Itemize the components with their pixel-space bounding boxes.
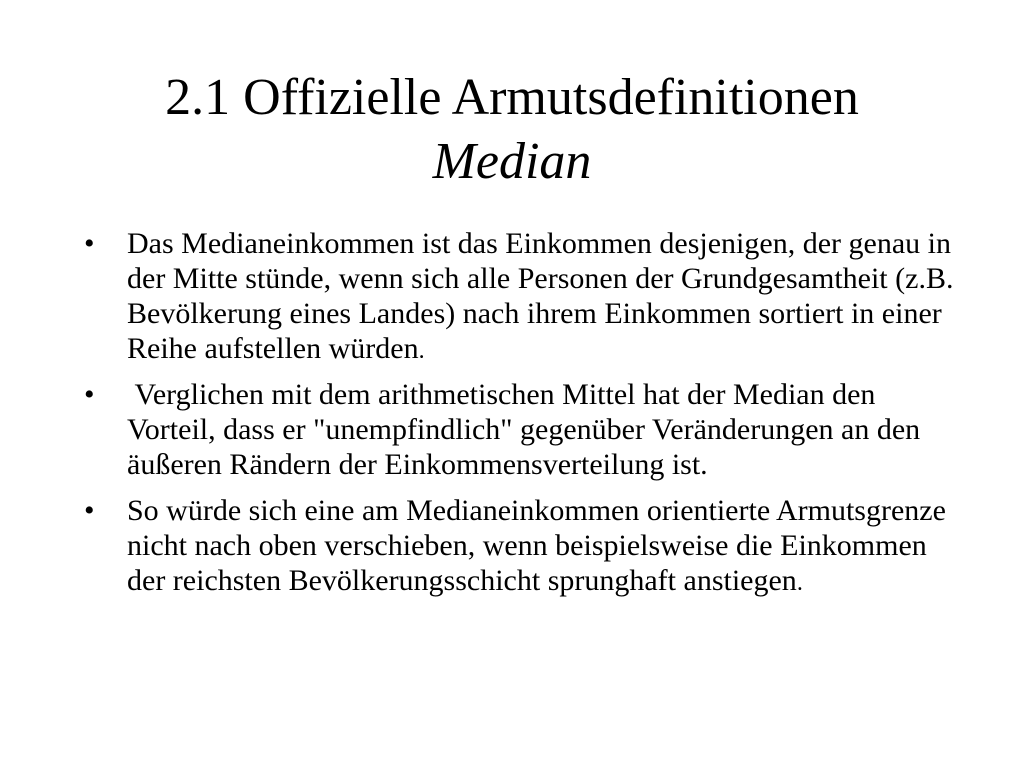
bullet-item: [84, 226, 964, 369]
bullet-end: .: [796, 570, 803, 596]
bullet-item: [84, 493, 964, 601]
bullet-text: So würde sich eine am Medianeinkommen orientierte Armutsgrenze nicht nach oben verschieben, wenn beispielsweise die Einkommen der reichsten Bevölkerungsschicht sprunghaft anstiegen: [127, 494, 946, 597]
bullet-item: [84, 377, 964, 485]
bullet-text: Das Medianeinkommen ist das Einkommen desjenigen, der genau in der Mitte stünde, wenn sich alle Personen der Grundgesamtheit (z.B. Bevölkerung eines Landes) nach ihrem Einkommen sortiert in einer Reihe aufstellen würden: [127, 227, 954, 365]
title-subtitle: Median: [432, 133, 592, 190]
title-main: 2.1 Offizielle Armutsdefinitionen: [165, 69, 859, 126]
bullet-text: Verglichen mit dem arithmetischen Mittel hat der Median den Vorteil, dass er "unempfindlich" gegenüber Veränderungen an den äußeren Rändern der Einkommensverteilung ist.: [127, 378, 928, 481]
bullet-list: [84, 226, 964, 609]
bullet-icon: •: [84, 378, 95, 411]
bullet-icon: •: [84, 494, 95, 527]
slide-title: [0, 66, 1024, 194]
bullet-end: .: [418, 338, 425, 364]
bullet-icon: •: [84, 227, 95, 260]
